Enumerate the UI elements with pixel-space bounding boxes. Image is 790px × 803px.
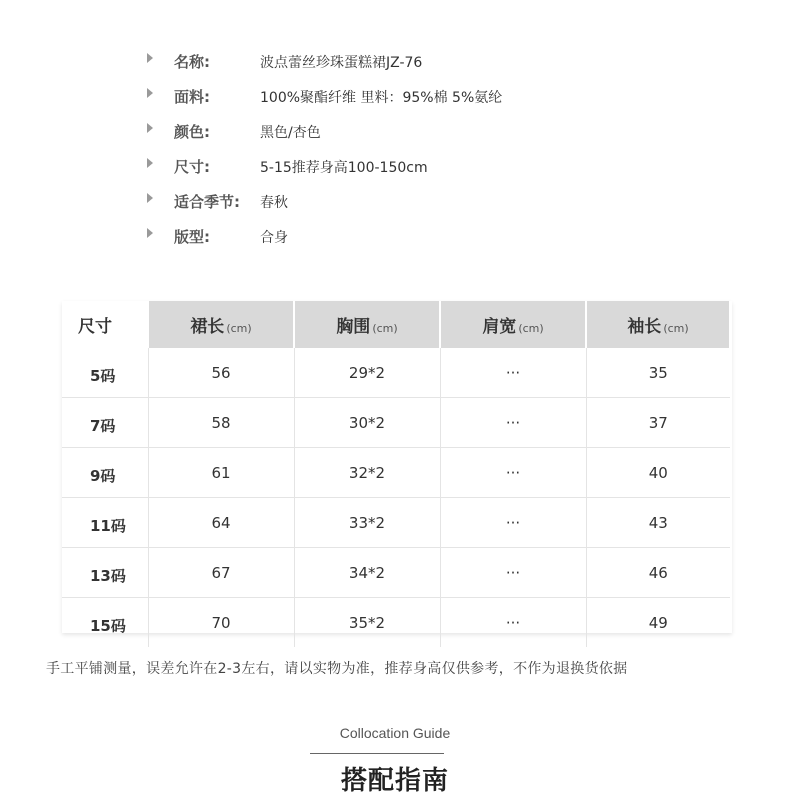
size-cell: 11码 xyxy=(62,498,148,548)
size-table xyxy=(62,301,731,647)
info-value: 100%聚酯纤维 里料：95%棉 5%氨纶 xyxy=(260,90,503,106)
bullet-arrow-icon xyxy=(147,123,153,133)
info-label: 适合季节: xyxy=(174,193,240,211)
header-label: 裙长 xyxy=(190,317,225,337)
table-cell: 32*2 xyxy=(294,448,440,498)
table-cell: ··· xyxy=(440,348,586,398)
guide-title-cn: 搭配指南 xyxy=(340,766,449,796)
table-cell: 35 xyxy=(586,348,730,398)
table-cell: 67 xyxy=(148,548,294,598)
header-size: 尺寸 xyxy=(62,301,148,348)
size-cell: 9码 xyxy=(62,448,148,498)
table-cell: 30*2 xyxy=(294,398,440,448)
header-shoulder xyxy=(440,301,586,348)
header-unit: (cm) xyxy=(663,322,689,335)
table-cell: 43 xyxy=(586,498,730,548)
info-value: 黑色/杏色 xyxy=(260,125,321,141)
bullet-arrow-icon xyxy=(147,158,153,168)
header-bust xyxy=(294,301,440,348)
info-value: 合身 xyxy=(260,230,288,246)
info-value: 春秋 xyxy=(260,195,288,211)
table-row xyxy=(62,548,730,598)
table-row xyxy=(62,448,730,498)
table-cell: 49 xyxy=(648,613,668,632)
size-cell: 7码 xyxy=(62,398,148,448)
table-row xyxy=(62,498,730,548)
table-cell: ··· xyxy=(440,548,586,598)
header-label: 袖长 xyxy=(627,317,662,337)
table-cell: 33*2 xyxy=(294,498,440,548)
table-row xyxy=(62,348,730,398)
header-unit: (cm) xyxy=(518,322,544,335)
bullet-arrow-icon xyxy=(147,193,153,203)
guide-divider xyxy=(310,753,444,754)
info-value: 5-15推荐身高100-150cm xyxy=(260,160,428,176)
guide-title-en: Collocation Guide xyxy=(339,725,451,741)
table-header-row xyxy=(62,301,730,348)
info-label: 版型: xyxy=(174,228,210,246)
table-cell: 64 xyxy=(148,498,294,548)
table-cell: ··· xyxy=(440,398,586,448)
info-label: 面料: xyxy=(174,88,210,106)
table-cell: 34*2 xyxy=(294,548,440,598)
bullet-arrow-icon xyxy=(147,53,153,63)
info-label: 尺寸: xyxy=(174,158,210,176)
table-cell: 61 xyxy=(148,448,294,498)
header-label: 肩宽 xyxy=(482,317,517,337)
bullet-arrow-icon xyxy=(147,88,153,98)
table-cell: ··· xyxy=(440,498,586,548)
header-unit: (cm) xyxy=(372,322,398,335)
measurement-note: 手工平铺测量，误差允许在2-3左右，请以实物为准，推荐身高仅供参考，不作为退换货依据 xyxy=(46,661,628,677)
table-cell: ··· xyxy=(440,448,586,498)
size-cell: 5码 xyxy=(62,348,148,398)
table-row xyxy=(62,398,730,448)
table-cell: 37 xyxy=(586,398,730,448)
table-cell: ··· xyxy=(440,598,586,648)
size-table-container xyxy=(62,301,732,633)
table-cell: 56 xyxy=(148,348,294,398)
size-cell: 15码 xyxy=(62,598,148,648)
header-sleeve xyxy=(586,301,730,348)
table-cell: 40 xyxy=(586,448,730,498)
table-cell: 46 xyxy=(586,548,730,598)
table-cell: 35*2 xyxy=(294,598,440,648)
header-label: 胸围 xyxy=(336,317,371,337)
table-cell: 70 xyxy=(148,598,294,648)
table-row xyxy=(62,598,730,648)
info-label: 颜色: xyxy=(174,123,210,141)
bullet-arrow-icon xyxy=(147,228,153,238)
info-label: 名称: xyxy=(174,53,210,71)
info-value: 波点蕾丝珍珠蛋糕裙JZ-76 xyxy=(260,55,423,71)
table-cell: 29*2 xyxy=(294,348,440,398)
header-unit: (cm) xyxy=(226,322,252,335)
size-cell: 13码 xyxy=(62,548,148,598)
table-cell: 58 xyxy=(148,398,294,448)
header-skirt-length xyxy=(148,301,294,348)
